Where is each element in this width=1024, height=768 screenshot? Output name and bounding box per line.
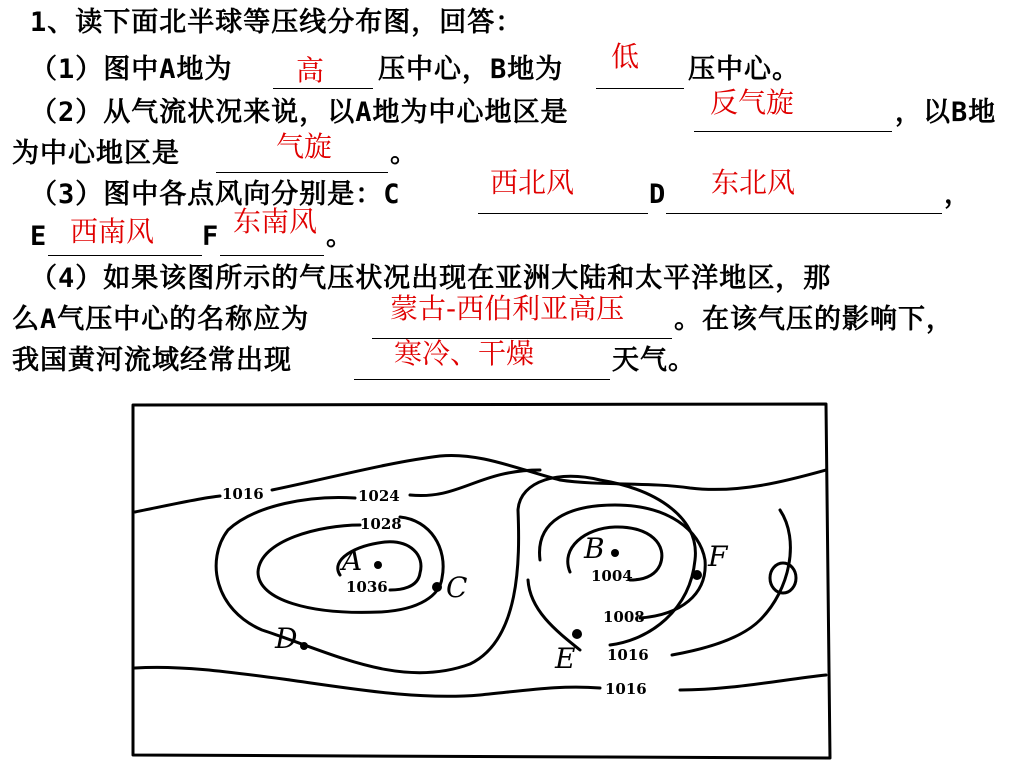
- isobar-label-b-center: 1004: [591, 567, 633, 585]
- answer-wind-f: 东南风: [233, 205, 318, 238]
- point-b-label: B: [584, 532, 605, 565]
- isobar-e-1016: [528, 510, 790, 655]
- q3-e: E: [30, 221, 48, 252]
- isobar-1024-right: [410, 470, 540, 496]
- point-d-label: D: [275, 622, 298, 655]
- point-e-dot: [572, 629, 582, 639]
- question-title: 1、读下面北半球等压线分布图，回答：: [30, 7, 524, 38]
- isobar-label-top-mid: 1024: [358, 487, 400, 505]
- isobar-top-1016: [135, 455, 826, 512]
- q2-line2-suffix: 。: [390, 138, 418, 169]
- answer-wind-e: 西南风: [70, 215, 155, 248]
- answer-wind-d: 东北风: [711, 166, 796, 199]
- point-f-label: F: [708, 540, 728, 573]
- q3-prefix: （3）图中各点风向分别是：C: [30, 179, 401, 210]
- answer-wind-c: 西北风: [490, 166, 575, 199]
- answer-pressure-name: 蒙古-西伯利亚高压: [390, 292, 625, 325]
- point-f-dot: [692, 570, 702, 580]
- q4-line3-suffix: 天气。: [612, 345, 696, 376]
- answer-b-center: 低: [611, 40, 640, 73]
- q3-d: D: [649, 179, 667, 210]
- point-b-dot: [611, 549, 619, 557]
- isobar-label-bottom: 1016: [605, 680, 647, 698]
- point-c-dot: [432, 582, 442, 592]
- q4-line2-prefix: 么A气压中心的名称应为: [12, 304, 310, 335]
- q1-mid: 压中心，B地为: [378, 54, 564, 85]
- isobar-label-e-ring: 1016: [607, 646, 649, 664]
- q2-mid: ，以B地: [895, 97, 997, 128]
- q3-f: F: [202, 221, 220, 252]
- q2-line2-prefix: 为中心地区是: [12, 138, 180, 169]
- isobar-label-top-left: 1016: [222, 485, 264, 503]
- point-e-label: E: [555, 642, 576, 675]
- q1-suffix: 压中心。: [688, 54, 800, 85]
- point-a-label: A: [342, 544, 363, 577]
- q4-line3-prefix: 我国黄河流域经常出现: [12, 345, 292, 376]
- q3-comma: ，: [944, 179, 972, 210]
- isobar-bottom-1016: [135, 667, 826, 696]
- point-a-dot: [374, 561, 382, 569]
- q1-prefix: （1）图中A地为: [30, 54, 233, 85]
- isobar-label-a-center: 1036: [346, 578, 388, 596]
- q2-prefix: （2）从气流状况来说，以A地为中心地区是: [30, 97, 569, 128]
- isobar-label-b-ring: 1008: [603, 608, 645, 626]
- answer-a-airflow: 反气旋: [710, 86, 795, 119]
- answer-weather: 寒冷、干燥: [394, 337, 535, 370]
- q4-line1: （4）如果该图所示的气压状况出现在亚洲大陆和太平洋地区，那: [30, 263, 832, 294]
- isobar-label-1028: 1028: [360, 515, 402, 533]
- q4-line2-suffix: 。在该气压的影响下，: [674, 304, 954, 335]
- point-c-label: C: [446, 571, 468, 604]
- answer-b-airflow: 气旋: [276, 130, 333, 163]
- point-d-dot: [300, 642, 308, 650]
- q3-end: 。: [326, 221, 354, 252]
- answer-a-center: 高: [296, 54, 325, 87]
